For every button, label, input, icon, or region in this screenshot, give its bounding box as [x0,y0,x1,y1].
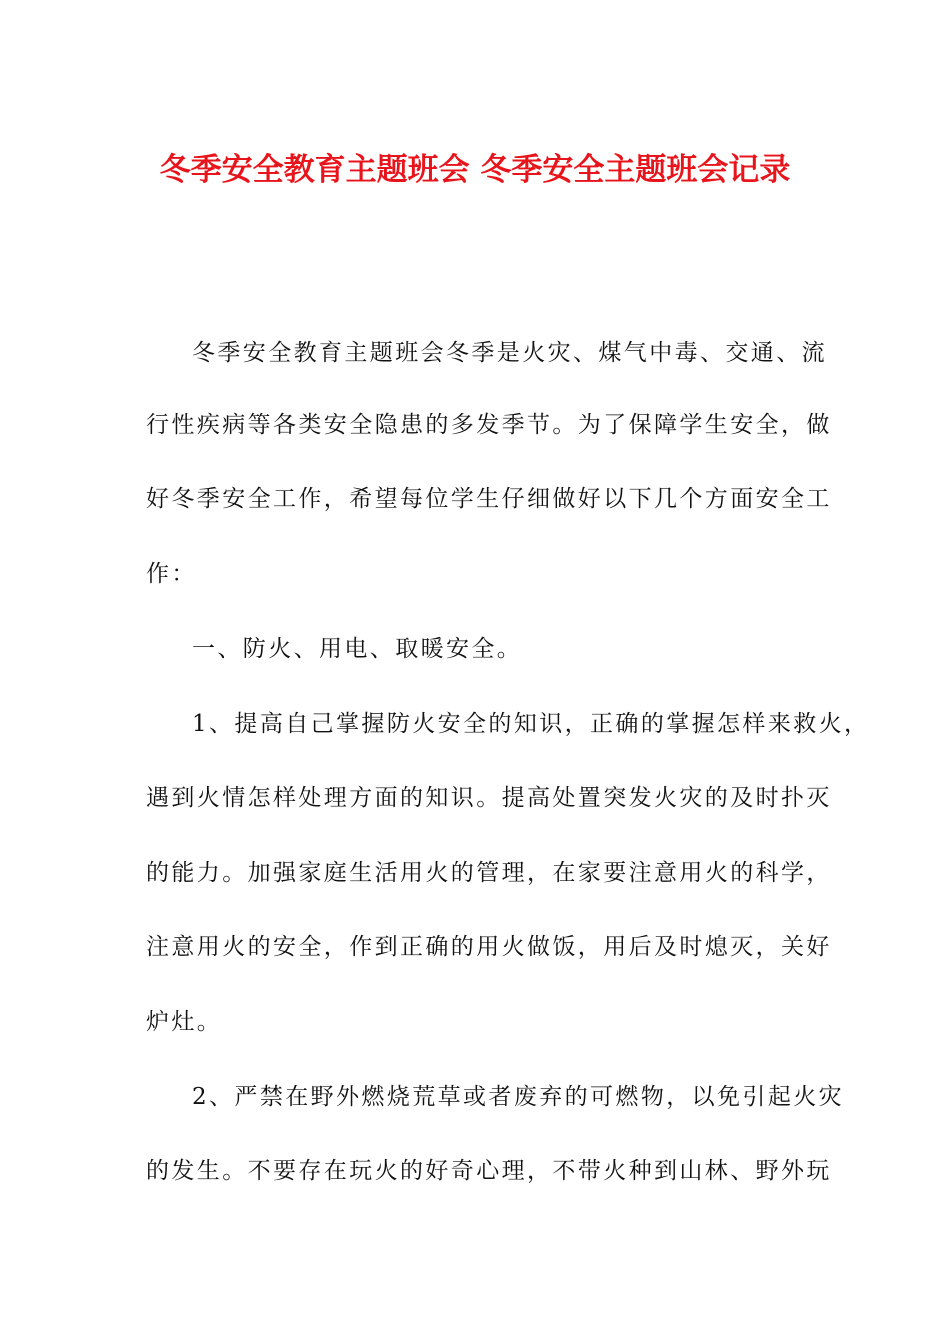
paragraph-line: 1、提高自己掌握防火安全的知识，正确的掌握怎样来救火， [192,711,870,737]
paragraph-line: 2、严禁在野外燃烧荒草或者废弃的可燃物，以免引起火灾 [192,1084,845,1110]
paragraph-line: 作： [146,561,197,587]
paragraph-line: 炉灶。 [146,1009,223,1035]
paragraph-line: 的发生。不要存在玩火的好奇心理，不带火种到山林、野外玩 [146,1158,832,1184]
paragraph-line: 冬季安全教育主题班会冬季是火灾、煤气中毒、交通、流 [192,340,827,366]
paragraph-line: 好冬季安全工作，希望每位学生仔细做好以下几个方面安全工 [146,486,832,512]
document-title: 冬季安全教育主题班会 冬季安全主题班会记录 [159,152,791,188]
paragraph-line: 遇到火情怎样处理方面的知识。提高处置突发火灾的及时扑灭 [146,785,832,811]
paragraph-line: 行性疾病等各类安全隐患的多发季节。为了保障学生安全，做 [146,412,832,438]
paragraph-line: 的能力。加强家庭生活用火的管理，在家要注意用火的科学， [146,860,832,886]
paragraph-line: 注意用火的安全，作到正确的用火做饭，用后及时熄灭，关好 [146,934,832,960]
section-heading: 一、防火、用电、取暖安全。 [192,636,523,662]
